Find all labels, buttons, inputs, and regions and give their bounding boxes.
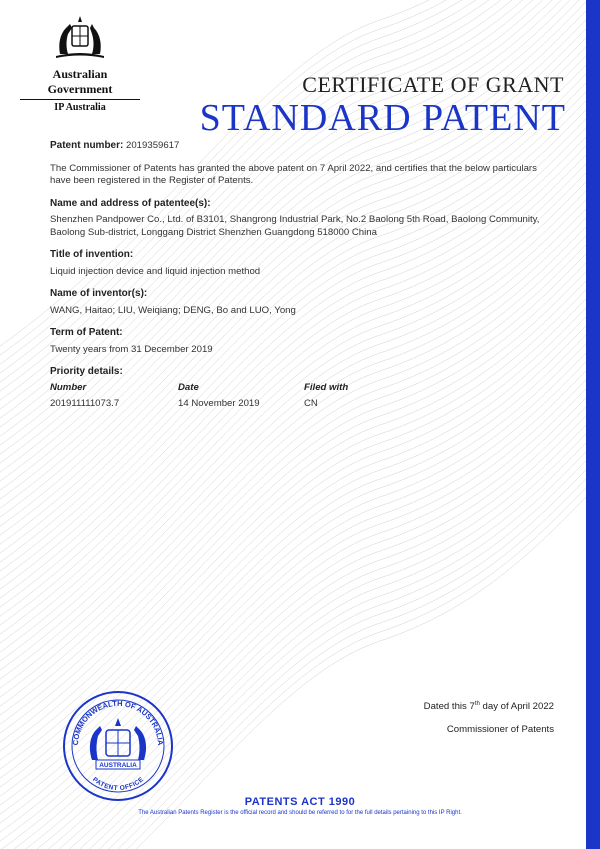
- gov-name: Australian Government: [20, 67, 140, 100]
- patent-number-label: Patent number:: [50, 140, 124, 151]
- priority-filed: CN: [304, 398, 318, 409]
- seal-ring-top: COMMONWEALTH OF AUSTRALIA: [70, 698, 166, 746]
- patentee-section: [50, 198, 540, 240]
- certificate-title: CERTIFICATE OF GRANT: [302, 72, 564, 97]
- inventors-section: [50, 288, 540, 317]
- priority-header-row: [50, 382, 540, 395]
- inventors-label: Name of inventor(s):: [50, 288, 148, 299]
- priority-header-filed: Filed with: [304, 381, 349, 393]
- inventors-value: WANG, Haitao; LIU, Weiqiang; DENG, Bo and LUO, Yong: [50, 304, 296, 316]
- patent-number: 2019359617: [126, 140, 180, 151]
- invention-section: [50, 249, 540, 278]
- priority-date: 14 November 2019: [178, 398, 260, 409]
- patentee-label: Name and address of patentee(s):: [50, 197, 211, 209]
- invention-value: Liquid injection device and liquid injection method: [50, 265, 261, 277]
- term-section: [50, 327, 540, 356]
- seal-ring-bottom: PATENT OFFICE: [91, 776, 145, 793]
- agency-name: IP Australia: [54, 102, 106, 113]
- patent-number-line: [50, 140, 540, 153]
- priority-header-date: Date: [178, 381, 199, 393]
- dated-post: day of April 2022: [479, 701, 554, 713]
- svg-text:PATENT OFFICE: [91, 776, 145, 792]
- certificate-body: [50, 140, 540, 411]
- dated-pre: Dated this 7: [423, 701, 475, 713]
- priority-section: [50, 366, 540, 411]
- priority-header-number: Number: [50, 381, 87, 393]
- priority-label: Priority details:: [50, 366, 123, 377]
- seal-banner: AUSTRALIA: [99, 762, 137, 769]
- patentee-value: Shenzhen Pandpower Co., Ltd. of B3101, Shangrong Industrial Park, No.2 Baolong 5th Road, Baolong Community, Baolong Sub-district, Longgang District Shenzhen Guangdong 518000 China: [50, 214, 540, 238]
- patents-act: PATENTS ACT 1990: [244, 796, 356, 808]
- priority-row: [50, 394, 540, 411]
- priority-number: 201911111073.7: [50, 398, 120, 409]
- patent-type-title: STANDARD PATENT: [199, 97, 566, 139]
- coat-of-arms-icon: [52, 14, 108, 60]
- dated-line: [424, 701, 554, 712]
- dated-sup: th: [474, 701, 480, 707]
- side-stripe: [586, 0, 600, 849]
- commissioner-title: Commissioner of Patents: [446, 724, 554, 735]
- term-value: Twenty years from 31 December 2019: [50, 343, 213, 355]
- invention-label: Title of invention:: [50, 249, 134, 260]
- footer-note: The Australian Patents Register is the official record and should be referred to for the full details pertaining to this IP Right.: [138, 810, 462, 816]
- gov-header: [20, 14, 140, 113]
- term-label: Term of Patent:: [50, 327, 123, 338]
- patent-office-seal: [62, 690, 174, 802]
- intro-text: The Commissioner of Patents has granted the above patent on 7 April 2022, and certifies that the below particulars have been registered in the Register of Patents.: [50, 162, 537, 186]
